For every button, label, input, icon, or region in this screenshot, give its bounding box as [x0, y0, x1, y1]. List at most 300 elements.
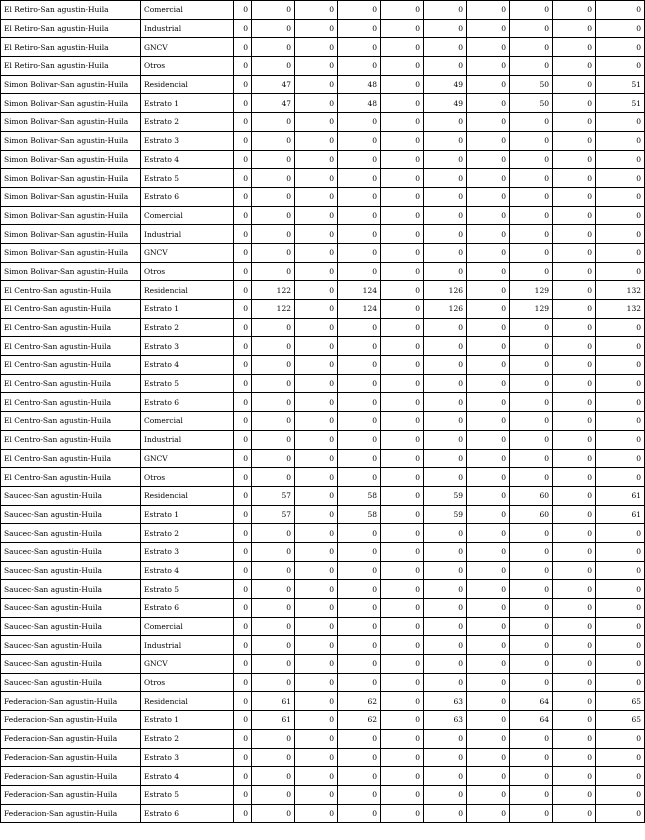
value-cell: 0 [596, 393, 645, 412]
value-cell: 0 [338, 804, 381, 823]
value-cell: 0 [252, 430, 295, 449]
table-row [1, 150, 645, 169]
category-cell: Estrato 3 [141, 748, 234, 767]
category-cell: Estrato 4 [141, 767, 234, 786]
table-row [1, 636, 645, 655]
value-cell: 0 [510, 374, 553, 393]
location-cell: Simon Bolivar-San agustin-Huila [1, 131, 141, 150]
category-cell: Estrato 5 [141, 374, 234, 393]
value-cell: 0 [338, 38, 381, 57]
value-cell: 0 [295, 561, 338, 580]
value-cell: 0 [295, 243, 338, 262]
table-row [1, 430, 645, 449]
value-cell: 0 [596, 337, 645, 356]
table-row [1, 449, 645, 468]
value-cell: 0 [234, 337, 252, 356]
value-cell: 0 [234, 374, 252, 393]
value-cell: 0 [467, 468, 510, 487]
table-row [1, 94, 645, 113]
value-cell: 0 [467, 729, 510, 748]
value-cell: 0 [381, 1, 424, 20]
category-cell: Industrial [141, 636, 234, 655]
value-cell: 0 [338, 561, 381, 580]
value-cell: 0 [234, 262, 252, 281]
value-cell: 0 [510, 580, 553, 599]
value-cell: 0 [338, 169, 381, 188]
value-cell: 0 [295, 318, 338, 337]
value-cell: 0 [381, 580, 424, 599]
category-cell: Otros [141, 673, 234, 692]
value-cell: 0 [295, 692, 338, 711]
value-cell: 0 [252, 412, 295, 431]
table-row [1, 1, 645, 20]
value-cell: 124 [338, 281, 381, 300]
table-row [1, 113, 645, 132]
value-cell: 0 [510, 655, 553, 674]
value-cell: 49 [424, 75, 467, 94]
value-cell: 0 [234, 206, 252, 225]
value-cell: 0 [553, 1, 596, 20]
value-cell: 0 [424, 393, 467, 412]
value-cell: 0 [381, 542, 424, 561]
value-cell: 0 [553, 94, 596, 113]
value-cell: 0 [467, 542, 510, 561]
value-cell: 0 [381, 636, 424, 655]
value-cell: 0 [295, 617, 338, 636]
value-cell: 0 [252, 206, 295, 225]
table-row [1, 580, 645, 599]
value-cell: 0 [596, 318, 645, 337]
value-cell: 0 [596, 356, 645, 375]
table-row [1, 767, 645, 786]
value-cell: 0 [467, 225, 510, 244]
category-cell: Estrato 1 [141, 711, 234, 730]
category-cell: Estrato 1 [141, 94, 234, 113]
value-cell: 47 [252, 94, 295, 113]
category-cell: Residencial [141, 281, 234, 300]
value-cell: 0 [252, 542, 295, 561]
value-cell: 0 [424, 561, 467, 580]
table-row [1, 318, 645, 337]
value-cell: 0 [338, 524, 381, 543]
value-cell: 0 [424, 599, 467, 618]
value-cell: 0 [295, 711, 338, 730]
value-cell: 0 [252, 655, 295, 674]
value-cell: 0 [234, 468, 252, 487]
value-cell: 0 [553, 38, 596, 57]
value-cell: 0 [553, 692, 596, 711]
value-cell: 0 [295, 206, 338, 225]
value-cell: 61 [596, 486, 645, 505]
value-cell: 0 [381, 524, 424, 543]
table-row [1, 225, 645, 244]
value-cell: 0 [424, 169, 467, 188]
value-cell: 0 [553, 393, 596, 412]
value-cell: 0 [467, 150, 510, 169]
value-cell: 0 [338, 113, 381, 132]
value-cell: 0 [381, 804, 424, 823]
value-cell: 0 [295, 673, 338, 692]
value-cell: 0 [381, 150, 424, 169]
table-row [1, 804, 645, 823]
location-cell: Federacion-San agustin-Huila [1, 729, 141, 748]
value-cell: 0 [424, 225, 467, 244]
value-cell: 0 [510, 804, 553, 823]
value-cell: 0 [553, 486, 596, 505]
value-cell: 0 [381, 486, 424, 505]
value-cell: 0 [252, 262, 295, 281]
value-cell: 0 [381, 94, 424, 113]
value-cell: 0 [424, 542, 467, 561]
value-cell: 0 [234, 486, 252, 505]
value-cell: 0 [424, 767, 467, 786]
category-cell: Estrato 3 [141, 337, 234, 356]
category-cell: Estrato 6 [141, 804, 234, 823]
value-cell: 0 [234, 617, 252, 636]
value-cell: 0 [295, 599, 338, 618]
value-cell: 0 [338, 599, 381, 618]
value-cell: 0 [295, 57, 338, 76]
value-cell: 0 [338, 225, 381, 244]
category-cell: Industrial [141, 430, 234, 449]
value-cell: 0 [596, 131, 645, 150]
value-cell: 0 [381, 131, 424, 150]
value-cell: 65 [596, 692, 645, 711]
value-cell: 0 [252, 393, 295, 412]
table-row [1, 617, 645, 636]
location-cell: El Centro-San agustin-Huila [1, 449, 141, 468]
value-cell: 0 [596, 767, 645, 786]
value-cell: 0 [424, 449, 467, 468]
value-cell: 0 [234, 57, 252, 76]
table-row [1, 262, 645, 281]
table-row [1, 561, 645, 580]
location-cell: Simon Bolivar-San agustin-Huila [1, 262, 141, 281]
value-cell: 0 [553, 374, 596, 393]
value-cell: 0 [338, 673, 381, 692]
location-cell: Simon Bolivar-San agustin-Huila [1, 243, 141, 262]
value-cell: 124 [338, 300, 381, 319]
table-row [1, 785, 645, 804]
value-cell: 0 [381, 57, 424, 76]
value-cell: 0 [424, 243, 467, 262]
value-cell: 0 [510, 113, 553, 132]
value-cell: 0 [234, 1, 252, 20]
value-cell: 0 [252, 225, 295, 244]
value-cell: 0 [510, 524, 553, 543]
value-cell: 0 [510, 262, 553, 281]
value-cell: 0 [338, 580, 381, 599]
value-cell: 0 [295, 131, 338, 150]
category-cell: GNCV [141, 243, 234, 262]
table-row [1, 374, 645, 393]
value-cell: 0 [252, 57, 295, 76]
value-cell: 0 [510, 412, 553, 431]
value-cell: 0 [467, 38, 510, 57]
table-row [1, 243, 645, 262]
value-cell: 0 [338, 1, 381, 20]
value-cell: 61 [252, 692, 295, 711]
value-cell: 0 [252, 318, 295, 337]
category-cell: Otros [141, 262, 234, 281]
value-cell: 0 [596, 150, 645, 169]
value-cell: 0 [510, 38, 553, 57]
value-cell: 47 [252, 75, 295, 94]
location-cell: El Retiro-San agustin-Huila [1, 38, 141, 57]
table-row [1, 748, 645, 767]
value-cell: 0 [467, 19, 510, 38]
value-cell: 0 [596, 599, 645, 618]
value-cell: 0 [510, 748, 553, 767]
value-cell: 0 [596, 412, 645, 431]
value-cell: 0 [510, 617, 553, 636]
location-cell: El Centro-San agustin-Huila [1, 412, 141, 431]
value-cell: 0 [596, 449, 645, 468]
value-cell: 0 [252, 729, 295, 748]
value-cell: 0 [424, 655, 467, 674]
value-cell: 0 [467, 94, 510, 113]
category-cell: Estrato 1 [141, 505, 234, 524]
value-cell: 0 [596, 636, 645, 655]
value-cell: 0 [381, 356, 424, 375]
value-cell: 0 [381, 599, 424, 618]
value-cell: 0 [553, 356, 596, 375]
value-cell: 0 [338, 655, 381, 674]
value-cell: 0 [510, 337, 553, 356]
value-cell: 0 [553, 225, 596, 244]
value-cell: 0 [510, 1, 553, 20]
value-cell: 0 [424, 804, 467, 823]
value-cell: 0 [338, 468, 381, 487]
table-row [1, 486, 645, 505]
value-cell: 0 [467, 767, 510, 786]
value-cell: 0 [467, 206, 510, 225]
value-cell: 0 [252, 38, 295, 57]
value-cell: 0 [553, 524, 596, 543]
value-cell: 65 [596, 711, 645, 730]
location-cell: El Centro-San agustin-Huila [1, 356, 141, 375]
value-cell: 0 [338, 318, 381, 337]
value-cell: 0 [553, 655, 596, 674]
location-cell: Saucec-San agustin-Huila [1, 599, 141, 618]
value-cell: 0 [295, 19, 338, 38]
value-cell: 58 [338, 505, 381, 524]
value-cell: 50 [510, 75, 553, 94]
value-cell: 0 [510, 430, 553, 449]
value-cell: 0 [553, 785, 596, 804]
value-cell: 0 [295, 75, 338, 94]
value-cell: 0 [510, 318, 553, 337]
category-cell: Estrato 5 [141, 580, 234, 599]
table-row [1, 75, 645, 94]
value-cell: 0 [553, 580, 596, 599]
value-cell: 0 [234, 430, 252, 449]
value-cell: 0 [553, 711, 596, 730]
value-cell: 0 [553, 748, 596, 767]
category-cell: Estrato 2 [141, 729, 234, 748]
value-cell: 0 [553, 767, 596, 786]
location-cell: Federacion-San agustin-Huila [1, 767, 141, 786]
value-cell: 0 [295, 655, 338, 674]
category-cell: Estrato 6 [141, 187, 234, 206]
value-cell: 0 [596, 729, 645, 748]
value-cell: 0 [295, 748, 338, 767]
value-cell: 0 [338, 206, 381, 225]
value-cell: 0 [596, 655, 645, 674]
table-row [1, 337, 645, 356]
value-cell: 0 [510, 767, 553, 786]
location-cell: Saucec-San agustin-Huila [1, 505, 141, 524]
value-cell: 0 [295, 542, 338, 561]
value-cell: 0 [510, 449, 553, 468]
value-cell: 57 [252, 486, 295, 505]
value-cell: 60 [510, 486, 553, 505]
value-cell: 0 [252, 243, 295, 262]
value-cell: 0 [295, 374, 338, 393]
value-cell: 0 [252, 337, 295, 356]
value-cell: 0 [467, 561, 510, 580]
category-cell: Comercial [141, 412, 234, 431]
value-cell: 0 [234, 711, 252, 730]
value-cell: 126 [424, 281, 467, 300]
category-cell: Estrato 4 [141, 356, 234, 375]
category-cell: GNCV [141, 38, 234, 57]
value-cell: 0 [553, 617, 596, 636]
value-cell: 0 [252, 468, 295, 487]
value-cell: 0 [596, 243, 645, 262]
value-cell: 0 [234, 356, 252, 375]
value-cell: 0 [596, 169, 645, 188]
location-cell: Saucec-San agustin-Huila [1, 486, 141, 505]
value-cell: 0 [295, 505, 338, 524]
value-cell: 0 [338, 785, 381, 804]
value-cell: 0 [467, 300, 510, 319]
value-cell: 0 [252, 561, 295, 580]
location-cell: Simon Bolivar-San agustin-Huila [1, 150, 141, 169]
category-cell: Estrato 1 [141, 300, 234, 319]
value-cell: 0 [295, 113, 338, 132]
table-row [1, 206, 645, 225]
value-cell: 0 [553, 57, 596, 76]
value-cell: 0 [252, 169, 295, 188]
value-cell: 0 [467, 374, 510, 393]
location-cell: Saucec-San agustin-Huila [1, 542, 141, 561]
value-cell: 0 [596, 225, 645, 244]
value-cell: 0 [338, 636, 381, 655]
value-cell: 0 [234, 804, 252, 823]
value-cell: 0 [424, 729, 467, 748]
location-cell: El Centro-San agustin-Huila [1, 430, 141, 449]
location-cell: El Centro-San agustin-Huila [1, 300, 141, 319]
value-cell: 0 [510, 356, 553, 375]
value-cell: 0 [467, 430, 510, 449]
value-cell: 0 [338, 729, 381, 748]
value-cell: 0 [381, 412, 424, 431]
location-cell: El Centro-San agustin-Huila [1, 337, 141, 356]
value-cell: 0 [424, 1, 467, 20]
table-row [1, 711, 645, 730]
value-cell: 0 [467, 169, 510, 188]
value-cell: 0 [234, 113, 252, 132]
value-cell: 0 [295, 150, 338, 169]
value-cell: 0 [381, 468, 424, 487]
category-cell: Otros [141, 468, 234, 487]
value-cell: 0 [424, 57, 467, 76]
value-cell: 0 [553, 206, 596, 225]
value-cell: 0 [252, 599, 295, 618]
location-cell: Simon Bolivar-San agustin-Huila [1, 94, 141, 113]
value-cell: 0 [510, 468, 553, 487]
category-cell: Estrato 2 [141, 113, 234, 132]
value-cell: 0 [553, 243, 596, 262]
category-cell: Industrial [141, 19, 234, 38]
value-cell: 0 [295, 337, 338, 356]
location-cell: Simon Bolivar-San agustin-Huila [1, 113, 141, 132]
value-cell: 0 [381, 38, 424, 57]
value-cell: 0 [596, 580, 645, 599]
value-cell: 0 [381, 785, 424, 804]
value-cell: 0 [553, 468, 596, 487]
value-cell: 0 [467, 337, 510, 356]
value-cell: 0 [510, 599, 553, 618]
value-cell: 0 [510, 243, 553, 262]
value-cell: 0 [338, 393, 381, 412]
value-cell: 0 [252, 150, 295, 169]
table-row [1, 542, 645, 561]
value-cell: 59 [424, 486, 467, 505]
value-cell: 0 [596, 542, 645, 561]
value-cell: 0 [467, 412, 510, 431]
value-cell: 59 [424, 505, 467, 524]
value-cell: 0 [338, 57, 381, 76]
value-cell: 0 [234, 300, 252, 319]
value-cell: 0 [252, 131, 295, 150]
value-cell: 0 [596, 57, 645, 76]
value-cell: 0 [381, 113, 424, 132]
value-cell: 0 [381, 711, 424, 730]
value-cell: 0 [252, 785, 295, 804]
value-cell: 0 [467, 449, 510, 468]
value-cell: 0 [234, 785, 252, 804]
value-cell: 0 [381, 617, 424, 636]
table-row [1, 300, 645, 319]
value-cell: 0 [424, 318, 467, 337]
value-cell: 0 [510, 673, 553, 692]
value-cell: 0 [295, 393, 338, 412]
category-cell: Industrial [141, 225, 234, 244]
value-cell: 0 [596, 524, 645, 543]
value-cell: 132 [596, 281, 645, 300]
value-cell: 0 [295, 468, 338, 487]
location-cell: Saucec-San agustin-Huila [1, 617, 141, 636]
value-cell: 0 [467, 262, 510, 281]
value-cell: 58 [338, 486, 381, 505]
value-cell: 62 [338, 711, 381, 730]
value-cell: 0 [381, 19, 424, 38]
value-cell: 0 [252, 356, 295, 375]
table-row [1, 131, 645, 150]
value-cell: 63 [424, 692, 467, 711]
value-cell: 0 [553, 449, 596, 468]
value-cell: 0 [424, 673, 467, 692]
value-cell: 50 [510, 94, 553, 113]
value-cell: 0 [467, 748, 510, 767]
value-cell: 0 [424, 337, 467, 356]
value-cell: 0 [467, 113, 510, 132]
category-cell: Comercial [141, 1, 234, 20]
value-cell: 0 [381, 206, 424, 225]
location-cell: Federacion-San agustin-Huila [1, 748, 141, 767]
